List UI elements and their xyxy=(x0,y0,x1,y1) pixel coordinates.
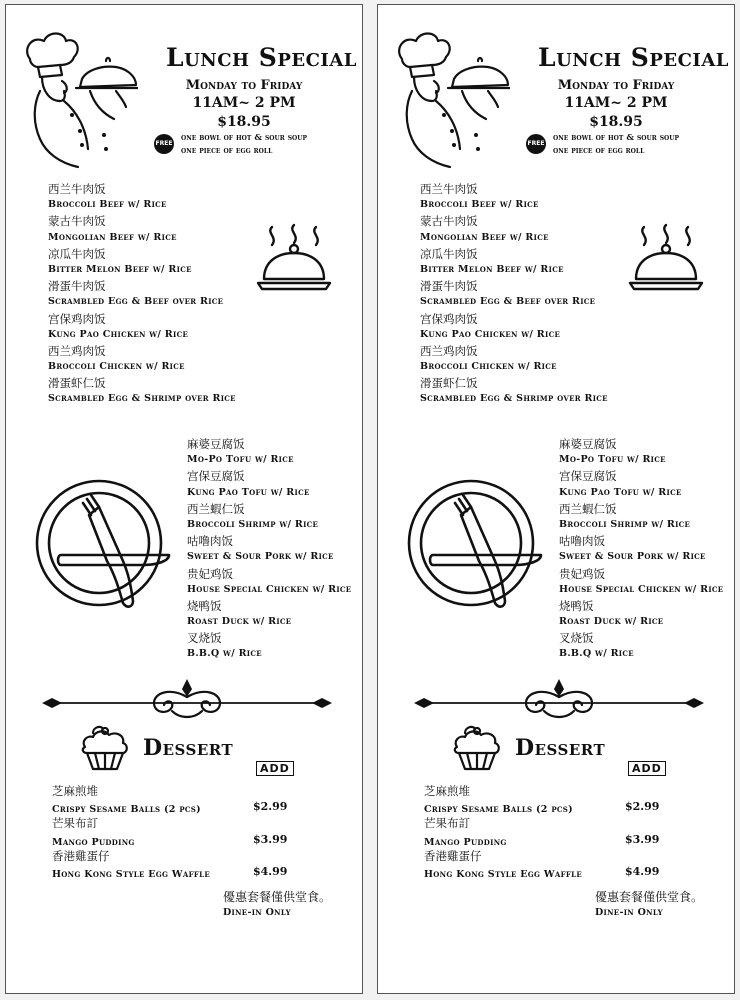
menu-item-en: Kung Pao Tofu w/ Rice xyxy=(559,486,682,498)
menu-item-cn: 叉烧饭 xyxy=(559,631,594,646)
menu-item-en: Roast Duck w/ Rice xyxy=(187,616,292,628)
price-label: $18.95 xyxy=(589,114,643,130)
menu-item-cn: 滑蛋牛肉饭 xyxy=(48,279,106,294)
menu-item-cn: 烧鸭饭 xyxy=(559,598,594,613)
menu-item-en: Mo-Po Tofu w/ Rice xyxy=(187,454,294,466)
menu-item-en: House Special Chicken w/ Rice xyxy=(559,583,724,595)
dessert-item-cn: 香港雞蛋仔 xyxy=(424,848,482,863)
menu-item-cn: 西兰鸡肉饭 xyxy=(48,343,106,358)
page-title: Lunch Special xyxy=(166,43,357,72)
plate-fork-knife-icon xyxy=(33,475,173,615)
menu-item-cn: 滑蛋牛肉饭 xyxy=(420,279,478,294)
menu-item-cn: 贵妃鸡饭 xyxy=(559,566,605,581)
free-badge: FREE xyxy=(526,134,546,154)
dessert-item-en: Crispy Sesame Balls (2 pcs) xyxy=(424,804,573,816)
dessert-item-row xyxy=(52,864,322,880)
dessert-title: Dessert xyxy=(143,735,234,761)
menu-list-2 xyxy=(187,436,351,663)
menu-item-cn: 咕噜肉饭 xyxy=(559,534,605,549)
menu-item-cn: 麻婆豆腐饭 xyxy=(187,437,245,451)
menu-item-cn: 宫保豆腐饭 xyxy=(559,469,617,484)
menu-item-en: Broccoli Beef w/ Rice xyxy=(48,199,167,211)
free-badge: FREE xyxy=(154,134,174,154)
hours-label: 11AM~ 2 PM xyxy=(192,95,296,111)
dessert-item-row xyxy=(424,799,694,815)
menu-item-en: Kung Pao Tofu w/ Rice xyxy=(187,486,310,498)
dessert-item-en: Crispy Sesame Balls (2 pcs) xyxy=(52,804,201,816)
ornament-divider-icon xyxy=(414,677,704,725)
dessert-item-price: $4.99 xyxy=(253,864,288,878)
dessert-title: Dessert xyxy=(515,735,606,761)
dine-in-note-en: Dine-in Only xyxy=(595,907,663,918)
dine-in-note-en: Dine-in Only xyxy=(223,907,291,918)
menu-item-cn: 滑蛋虾仁饭 xyxy=(48,376,106,391)
ornament-divider-icon xyxy=(42,677,332,725)
menu-item-en: Broccoli Chicken w/ Rice xyxy=(420,361,557,373)
menu-item-en: Scrambled Egg & Shrimp over Rice xyxy=(48,393,236,405)
plate-fork-knife-icon xyxy=(405,475,545,615)
dessert-list xyxy=(424,783,694,880)
menu-item-cn: 咕噜肉饭 xyxy=(187,534,233,549)
dessert-item-row xyxy=(52,832,322,848)
days-label: Monday to Friday xyxy=(185,78,303,93)
menu-item-en: B.B.Q w/ Rice xyxy=(559,648,634,660)
menu-panel xyxy=(377,4,735,994)
menu-item-en: Scrambled Egg & Beef over Rice xyxy=(420,296,596,308)
dessert-item-price: $4.99 xyxy=(625,864,660,878)
menu-item-en: Kung Pao Chicken w/ Rice xyxy=(420,328,561,340)
dine-in-note-cn: 優惠套餐僅供堂食。 xyxy=(223,890,332,904)
free-item: one piece of egg roll xyxy=(181,146,273,156)
dessert-item-price: $3.99 xyxy=(625,832,660,846)
menu-item-cn: 麻婆豆腐饭 xyxy=(559,437,617,451)
menu-item-en: B.B.Q w/ Rice xyxy=(187,648,262,660)
menu-list-2 xyxy=(559,436,723,663)
chef-icon xyxy=(392,31,510,171)
menu-item-en: Scrambled Egg & Beef over Rice xyxy=(48,296,224,308)
price-label: $18.95 xyxy=(217,114,271,130)
free-item: one bowl of hot & sour soup xyxy=(181,133,308,143)
menu-item-cn: 西兰蝦仁饭 xyxy=(559,501,617,516)
cupcake-icon xyxy=(451,723,503,771)
menu-item-en: Bitter Melon Beef w/ Rice xyxy=(420,263,564,275)
dessert-item-cn: 芒果布訂 xyxy=(424,816,470,831)
add-label: ADD xyxy=(256,761,294,776)
menu-item-cn: 宫保鸡肉饭 xyxy=(48,311,106,326)
free-item: one piece of egg roll xyxy=(553,146,645,156)
menu-item-cn: 贵妃鸡饭 xyxy=(187,566,233,581)
dessert-item-en: Hong Kong Style Egg Waffle xyxy=(424,868,583,880)
free-item: one bowl of hot & sour soup xyxy=(553,133,680,143)
menu-list-1 xyxy=(420,181,608,408)
menu-item-cn: 西兰蝦仁饭 xyxy=(187,501,245,516)
menu-item-cn: 凉瓜牛肉饭 xyxy=(48,246,106,261)
dessert-item-row xyxy=(424,832,694,848)
dessert-item-cn: 芒果布訂 xyxy=(52,816,98,831)
menu-list-1 xyxy=(48,181,236,408)
menu-item-cn: 滑蛋虾仁饭 xyxy=(420,376,478,391)
menu-item-cn: 西兰牛肉饭 xyxy=(48,182,106,196)
dessert-item-price: $3.99 xyxy=(253,832,288,846)
menu-item-en: Scrambled Egg & Shrimp over Rice xyxy=(420,393,608,405)
menu-item-cn: 烧鸭饭 xyxy=(187,598,222,613)
menu-item-en: Broccoli Beef w/ Rice xyxy=(420,199,539,211)
dine-in-note-cn: 優惠套餐僅供堂食。 xyxy=(595,890,704,904)
menu-item-cn: 蒙古牛肉饭 xyxy=(48,214,106,229)
dessert-item-row xyxy=(52,799,322,815)
menu-item-en: Mongolian Beef w/ Rice xyxy=(420,231,549,243)
dessert-item-price: $2.99 xyxy=(253,800,288,814)
days-label: Monday to Friday xyxy=(557,78,675,93)
menu-item-cn: 西兰牛肉饭 xyxy=(420,182,478,196)
dessert-item-en: Mango Pudding xyxy=(52,836,135,848)
menu-item-en: Broccoli Shrimp w/ Rice xyxy=(187,518,319,530)
menu-panel xyxy=(5,4,363,994)
menu-item-cn: 宫保豆腐饭 xyxy=(187,469,245,484)
menu-item-cn: 宫保鸡肉饭 xyxy=(420,311,478,326)
menu-item-en: Sweet & Sour Pork w/ Rice xyxy=(187,551,334,563)
page-title: Lunch Special xyxy=(538,43,729,72)
menu-item-en: Sweet & Sour Pork w/ Rice xyxy=(559,551,706,563)
cloche-icon xyxy=(256,223,332,295)
dessert-item-cn: 芝麻煎堆 xyxy=(52,784,98,798)
cloche-icon xyxy=(628,223,704,295)
menu-item-en: Mo-Po Tofu w/ Rice xyxy=(559,454,666,466)
menu-item-en: Kung Pao Chicken w/ Rice xyxy=(48,328,189,340)
dessert-item-cn: 芝麻煎堆 xyxy=(424,784,470,798)
menu-item-cn: 西兰鸡肉饭 xyxy=(420,343,478,358)
dessert-item-price: $2.99 xyxy=(625,800,660,814)
menu-item-en: Broccoli Shrimp w/ Rice xyxy=(559,518,691,530)
chef-icon xyxy=(20,31,138,171)
cupcake-icon xyxy=(79,723,131,771)
add-label: ADD xyxy=(628,761,666,776)
menu-item-en: Bitter Melon Beef w/ Rice xyxy=(48,263,192,275)
dessert-item-en: Mango Pudding xyxy=(424,836,507,848)
menu-item-en: Roast Duck w/ Rice xyxy=(559,616,664,628)
menu-item-en: Broccoli Chicken w/ Rice xyxy=(48,361,185,373)
menu-item-cn: 蒙古牛肉饭 xyxy=(420,214,478,229)
dessert-item-en: Hong Kong Style Egg Waffle xyxy=(52,868,211,880)
menu-item-cn: 凉瓜牛肉饭 xyxy=(420,246,478,261)
menu-item-en: House Special Chicken w/ Rice xyxy=(187,583,352,595)
hours-label: 11AM~ 2 PM xyxy=(564,95,668,111)
dessert-list xyxy=(52,783,322,880)
dessert-item-row xyxy=(424,864,694,880)
menu-item-cn: 叉烧饭 xyxy=(187,631,222,646)
menu-item-en: Mongolian Beef w/ Rice xyxy=(48,231,177,243)
dessert-item-cn: 香港雞蛋仔 xyxy=(52,848,110,863)
